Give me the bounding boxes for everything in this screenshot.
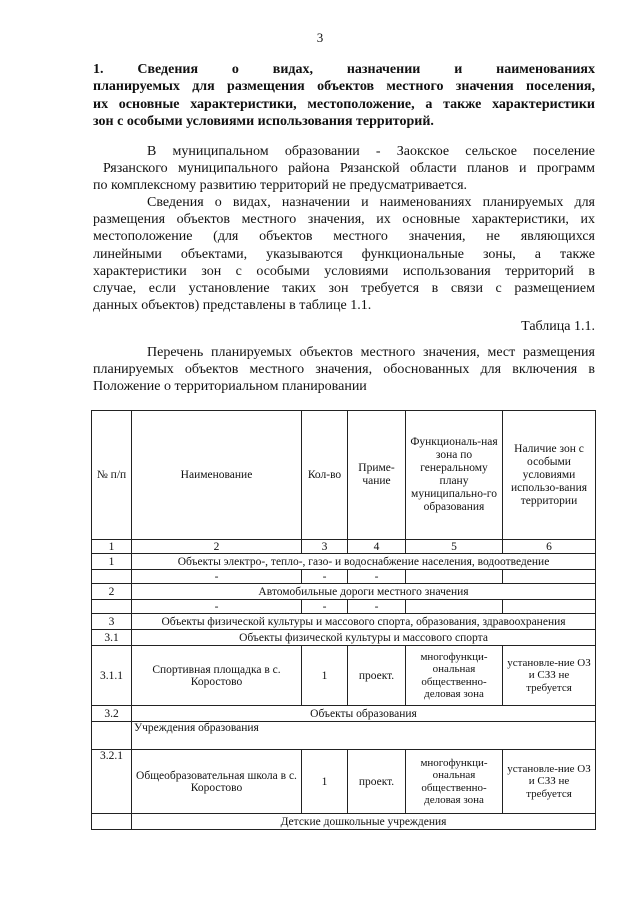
section-num: 1 (92, 554, 132, 570)
section-row (92, 706, 596, 722)
paragraph-info (93, 194, 595, 314)
empty-cell (92, 722, 132, 750)
table-row (92, 646, 596, 706)
row-qty: 1 (302, 750, 348, 814)
dash-cell: - (132, 570, 302, 584)
column-number: 5 (406, 540, 503, 554)
row-qty: 1 (302, 646, 348, 706)
paragraph-line: Сведения о видах, назначении и наименованиях планируемых для (147, 195, 595, 210)
paragraph-plans (93, 143, 595, 195)
header-special: Наличие зон с особыми условиями использо-вания территории (503, 411, 596, 540)
header-note: Приме-чание (348, 411, 406, 540)
header-zone: Функциональ-ная зона по генеральному плану муниципально-го образования (406, 411, 503, 540)
row-name: Спортивная площадка в с. Коростово (132, 646, 302, 706)
dash-cell: - (302, 600, 348, 614)
row-num: 3.1.1 (92, 646, 132, 706)
row-zone: многофункци-ональная общественно-деловая зона (406, 750, 503, 814)
heading-line: зон с особыми условиями использования территорий. (93, 113, 434, 129)
paragraph-line: линейными объектами, указываются функциональные зоны, а также (93, 246, 595, 262)
section-row (92, 614, 596, 630)
paragraph-line: В муниципальном образовании - Заокское сельское поселение (147, 144, 595, 159)
table-title-line: Перечень планируемых объектов местного значения, мест размещения (147, 345, 595, 360)
header-name: Наименование (132, 411, 302, 540)
heading-line: их основные характеристики, местоположение, а также характеристики (93, 96, 595, 112)
section-num: 3.2 (92, 706, 132, 722)
row-num: 3.2.1 (92, 750, 132, 814)
table-title-line: Положение о территориальном планировании (93, 379, 367, 395)
paragraph-line: случае, если установление таких зон требуется в связи с размещением (93, 281, 595, 297)
column-number-row (92, 540, 596, 554)
row-note: проект. (348, 646, 406, 706)
section-title: Автомобильные дороги местного значения (132, 584, 596, 600)
heading-line: планируемых для размещения объектов местного значения поселения, (93, 79, 595, 95)
header-num: № п/п (92, 411, 132, 540)
table-row (92, 600, 596, 614)
row-zone: многофункци-ональная общественно-деловая зона (406, 646, 503, 706)
paragraph-line: размещения объектов местного значения, их основные характеристики, их (93, 212, 595, 228)
row-special: установле-ние ОЗ и СЗЗ не требуется (503, 750, 596, 814)
paragraph-line: Рязанского муниципального района Рязанской области планов и программ (103, 161, 595, 177)
column-number: 4 (348, 540, 406, 554)
paragraph-line: по комплексному развитию территорий не предусматривается. (93, 178, 468, 194)
page-number: 3 (316, 30, 324, 45)
section-row (92, 630, 596, 646)
section-title: Объекты образования (132, 706, 596, 722)
row-special: установле-ние ОЗ и СЗЗ не требуется (503, 646, 596, 706)
section-heading (93, 61, 595, 130)
section-num: 3 (92, 614, 132, 630)
column-number: 6 (503, 540, 596, 554)
column-number: 1 (92, 540, 132, 554)
table-row (92, 570, 596, 584)
row-name: Общеобразовательная школа в с. Коростово (132, 750, 302, 814)
paragraph-line: местоположение (для объектов местного значения, не являющихся (93, 229, 595, 245)
section-num: 3.1 (92, 630, 132, 646)
column-number: 2 (132, 540, 302, 554)
paragraph-line: характеристики зон с особыми условиями использования территорий в (93, 263, 595, 279)
section-num: 2 (92, 584, 132, 600)
column-number: 3 (302, 540, 348, 554)
section-title: Объекты электро-, тепло-, газо- и водоснабжение населения, водоотведение (132, 554, 596, 570)
empty-cell (92, 570, 132, 584)
header-qty: Кол-во (302, 411, 348, 540)
dash-cell: - (348, 570, 406, 584)
table-title (93, 344, 595, 396)
table-title-line: планируемых объектов местного значения, обоснованных для включения в (93, 362, 595, 378)
empty-cell (503, 600, 596, 614)
empty-cell (92, 600, 132, 614)
table-header-row (92, 411, 596, 540)
empty-cell (92, 814, 132, 830)
section-title: Детские дошкольные учреждения (132, 814, 596, 830)
section-title: Объекты физической культуры и массового спорта, образования, здравоохранения (132, 614, 596, 630)
empty-cell (406, 600, 503, 614)
section-row (92, 814, 596, 830)
section-row (92, 584, 596, 600)
dash-cell: - (132, 600, 302, 614)
empty-cell (503, 570, 596, 584)
section-title: Объекты физической культуры и массового спорта (132, 630, 596, 646)
paragraph-line: данных объектов) представлены в таблице 1.1. (93, 298, 372, 314)
subsection-title: Учреждения образования (132, 722, 596, 750)
dash-cell: - (302, 570, 348, 584)
row-note: проект. (348, 750, 406, 814)
table-row (92, 750, 596, 814)
objects-table (91, 410, 596, 830)
section-row (92, 554, 596, 570)
table-caption: Таблица 1.1. (521, 319, 595, 334)
dash-cell: - (348, 600, 406, 614)
empty-cell (406, 570, 503, 584)
subsection-row (92, 722, 596, 750)
heading-line: 1. Сведения о видах, назначении и наименованиях (93, 62, 595, 77)
